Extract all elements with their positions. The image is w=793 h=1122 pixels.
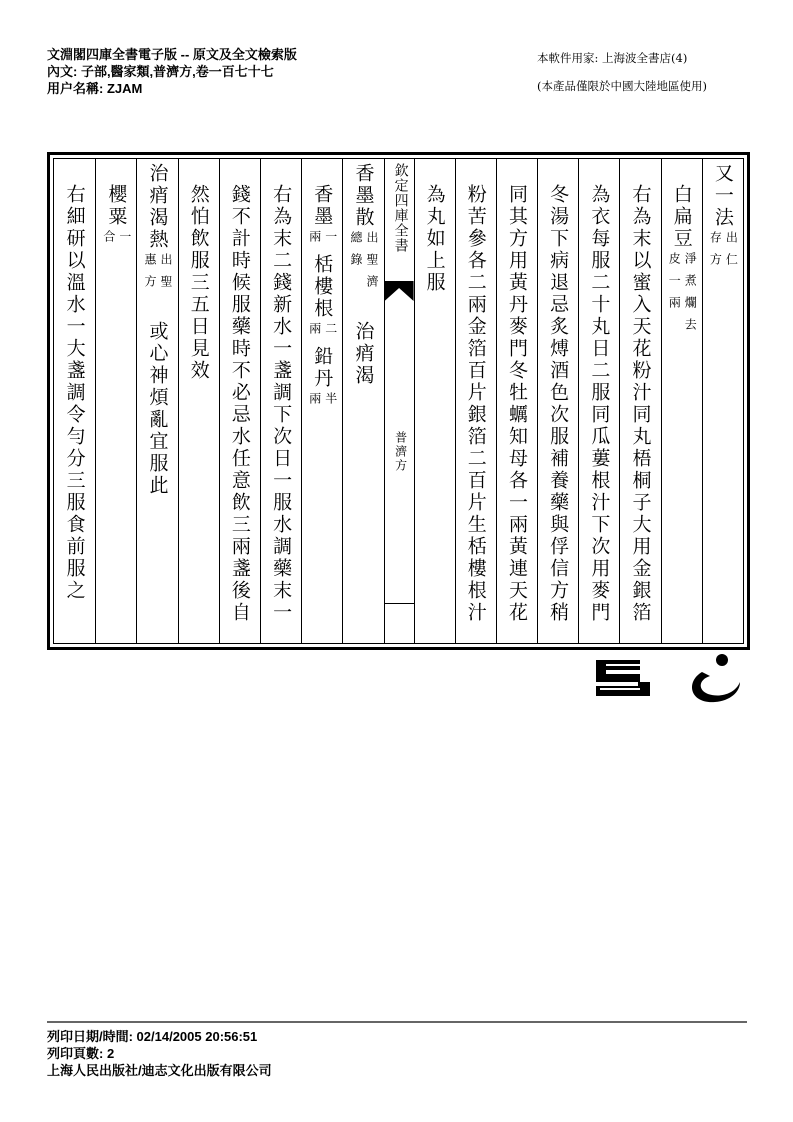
annotation-line: 合 — [101, 230, 116, 252]
main-text: 粉苦參各二兩金箔百片銀箔二百片生栝樓根汁 — [464, 184, 487, 624]
annotation-line: 出仁 — [724, 231, 739, 275]
main-text: 栝樓根 — [311, 254, 334, 320]
text-column — [54, 159, 95, 643]
print-date: 列印日期/時間: 02/14/2005 20:56:51 — [47, 1029, 258, 1044]
licensee: 本軟件用家: 上海波全書店(4) — [537, 51, 688, 65]
annotation — [349, 231, 378, 297]
main-text: 然怕飲服三五日見效 — [187, 184, 210, 382]
main-text: 或心神煩亂宜服此 — [146, 321, 169, 497]
text-column — [702, 159, 743, 643]
text-column — [260, 159, 301, 643]
edition-title: 文淵閣四庫全書電子版 -- 原文及全文檢索版 — [47, 47, 297, 62]
annotation-line: 半 — [323, 392, 338, 414]
print-pages: 列印頁數: 2 — [47, 1046, 115, 1061]
main-text: 又一法 — [711, 163, 734, 229]
columns — [53, 158, 744, 644]
main-text: 錢不計時候服藥時不必忌水任意飲三兩盞後自 — [228, 184, 251, 624]
text-column — [619, 159, 660, 643]
annotation-line: 出聖濟 — [364, 231, 379, 297]
annotation-line: 一 — [117, 230, 132, 252]
text-column — [301, 159, 342, 643]
text-column — [661, 159, 702, 643]
annotation-line: 兩 — [307, 392, 322, 414]
annotation — [102, 230, 131, 252]
region-notice: (本產品僅限於中國大陸地區使用) — [537, 79, 707, 93]
annotation-line: 出聖 — [159, 253, 174, 297]
main-text: 櫻粟 — [105, 184, 128, 228]
user-name: 用户名稱: ZJAM — [47, 81, 143, 96]
main-text: 鉛丹 — [311, 346, 334, 390]
text-column — [178, 159, 219, 643]
main-text: 同其方用黃丹麥門冬牡蠣知母各一兩黃連天花 — [505, 184, 528, 624]
text-frame — [47, 152, 750, 650]
center-column — [384, 159, 414, 643]
annotation-line: 皮一兩 — [667, 252, 682, 318]
annotation-line: 二 — [323, 322, 338, 344]
text-column — [342, 159, 383, 643]
text-column — [578, 159, 619, 643]
annotation — [308, 392, 337, 414]
annotation-line: 一 — [323, 230, 338, 252]
annotation — [667, 252, 696, 340]
annotation-line: 兩 — [307, 322, 322, 344]
text-column — [414, 159, 455, 643]
main-text: 冬湯下病退忌炙煿酒色次服補養藥與俘信方稍 — [547, 184, 570, 624]
publisher-logo — [590, 652, 750, 712]
annotation-line: 惠方 — [143, 253, 158, 297]
main-text: 治痟渴 — [352, 321, 375, 387]
annotation — [708, 231, 737, 275]
footer-divider — [47, 1021, 747, 1023]
text-column — [455, 159, 496, 643]
annotation — [143, 253, 172, 297]
book-title: 欽定四庫全書 — [392, 163, 409, 253]
main-text: 為丸如上服 — [423, 184, 446, 294]
annotation-line: 兩 — [307, 230, 322, 252]
header-left — [47, 46, 297, 97]
content-path: 內文: 子部,醫家類,普濟方,卷一百七十七 — [47, 64, 274, 79]
main-text: 香墨散 — [352, 163, 375, 229]
text-column — [496, 159, 537, 643]
main-text: 治痟渴熱 — [146, 163, 169, 251]
annotation-line: 總錄 — [348, 231, 363, 275]
publisher-name: 上海人民出版社/迪志文化出版有限公司 — [47, 1063, 272, 1078]
text-column — [219, 159, 260, 643]
annotation — [308, 230, 337, 252]
main-text: 為衣每服二十丸日二服同瓜蔞根汁下次用麥門 — [588, 184, 611, 624]
text-column — [95, 159, 136, 643]
text-column — [136, 159, 177, 643]
annotation-line: 存方 — [708, 231, 723, 275]
main-text: 右為末二錢新水一盞調下次日一服水調藥末一 — [270, 184, 293, 624]
main-text: 白扁豆 — [670, 184, 693, 250]
annotation — [308, 322, 337, 344]
main-text: 右細研以溫水一大盞調令勻分三服食前服之 — [63, 184, 86, 602]
main-text: 右為末以蜜入天花粉汁同丸梧桐子大用金銀箔 — [629, 184, 652, 624]
text-column — [537, 159, 578, 643]
main-text: 香墨 — [311, 184, 334, 228]
chapter-title: 普濟方 — [393, 431, 408, 473]
annotation-line: 淨煮爛去 — [683, 252, 698, 340]
